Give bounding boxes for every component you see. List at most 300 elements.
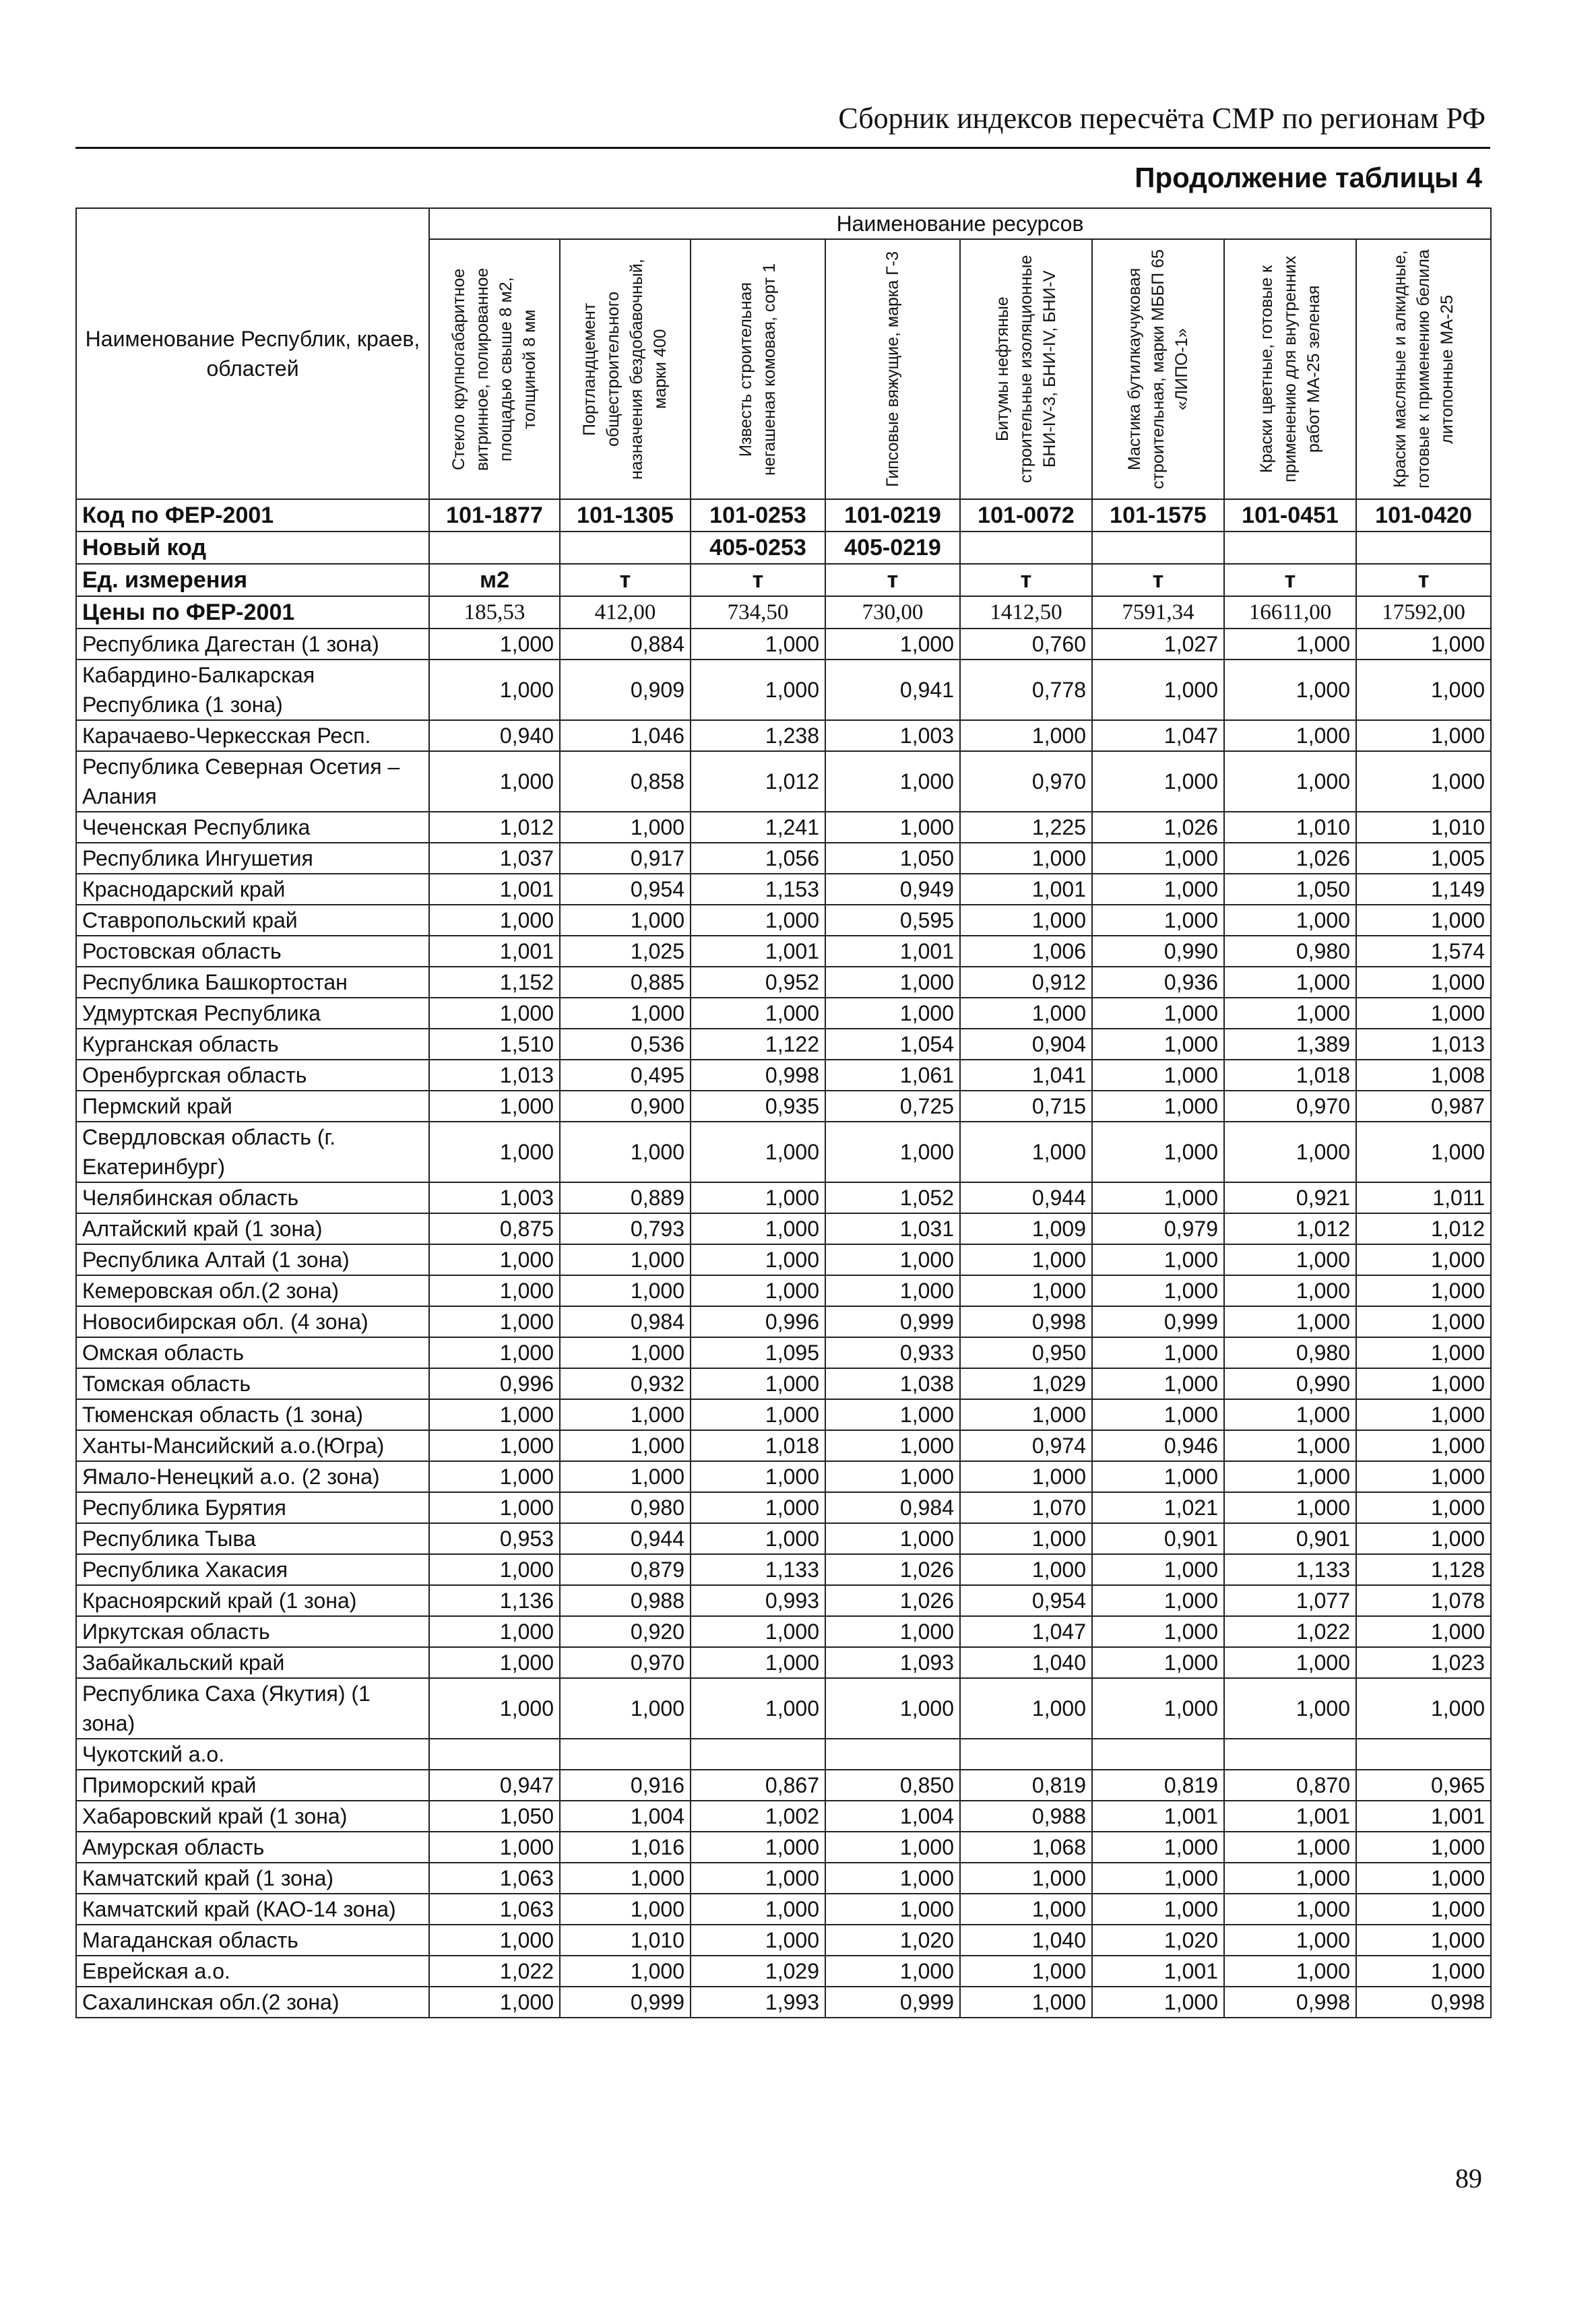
index-value: 0,778 bbox=[960, 660, 1092, 720]
index-value: 1,000 bbox=[1092, 1832, 1224, 1863]
index-value: 1,078 bbox=[1356, 1585, 1491, 1616]
index-value: 1,026 bbox=[825, 1585, 960, 1616]
index-value: 1,000 bbox=[1092, 1029, 1224, 1060]
index-value: 1,046 bbox=[560, 720, 691, 751]
index-value: 0,954 bbox=[960, 1585, 1092, 1616]
index-value: 1,000 bbox=[1092, 905, 1224, 936]
index-value: 1,000 bbox=[825, 967, 960, 998]
index-value: 1,000 bbox=[1356, 1678, 1491, 1739]
region-name: Томская область bbox=[76, 1368, 429, 1399]
index-value: 1,000 bbox=[1356, 905, 1491, 936]
fer-code-cell: 101-1575 bbox=[1092, 499, 1224, 532]
index-value: 0,993 bbox=[691, 1585, 825, 1616]
fer-code-row bbox=[76, 499, 1491, 532]
table-continuation-title: Продолжение таблицы 4 bbox=[1135, 162, 1482, 193]
table-row bbox=[76, 1585, 1491, 1616]
region-name: Республика Алтай (1 зона) bbox=[76, 1244, 429, 1275]
index-value: 1,000 bbox=[1356, 1832, 1491, 1863]
index-value: 1,000 bbox=[1224, 1492, 1356, 1523]
region-name: Республика Дагестан (1 зона) bbox=[76, 629, 429, 660]
index-value: 1,000 bbox=[429, 1678, 560, 1739]
column-header: Портландцемент общестроительного назначения бездобавочный, марки 400 bbox=[560, 239, 691, 499]
index-value: 1,056 bbox=[691, 843, 825, 874]
index-value: 1,000 bbox=[960, 843, 1092, 874]
table-row bbox=[76, 629, 1491, 660]
region-name: Амурская область bbox=[76, 1832, 429, 1863]
index-value bbox=[429, 1739, 560, 1770]
region-name: Краснодарский край bbox=[76, 874, 429, 905]
index-value: 1,000 bbox=[1092, 1182, 1224, 1213]
group-header-row bbox=[76, 208, 1491, 239]
index-value: 1,000 bbox=[960, 905, 1092, 936]
index-value: 1,000 bbox=[1092, 1554, 1224, 1585]
index-value: 1,000 bbox=[560, 1122, 691, 1182]
index-value: 0,970 bbox=[560, 1647, 691, 1678]
page-header-title: Сборник индексов пересчёта СМР по регионам РФ bbox=[838, 102, 1486, 135]
new-code-cell bbox=[560, 532, 691, 564]
index-value: 1,001 bbox=[429, 874, 560, 905]
index-value: 1,000 bbox=[1224, 1678, 1356, 1739]
index-value: 1,993 bbox=[691, 1987, 825, 2018]
index-value: 1,000 bbox=[1092, 1337, 1224, 1368]
index-value: 1,095 bbox=[691, 1337, 825, 1368]
index-value: 1,000 bbox=[691, 1616, 825, 1647]
index-value: 0,595 bbox=[825, 905, 960, 936]
index-value: 1,001 bbox=[1356, 1801, 1491, 1832]
table-row bbox=[76, 812, 1491, 843]
index-value: 1,000 bbox=[825, 1863, 960, 1894]
table-row bbox=[76, 1461, 1491, 1492]
index-value: 0,920 bbox=[560, 1616, 691, 1647]
index-value: 1,000 bbox=[1224, 1863, 1356, 1894]
region-name: Хабаровский край (1 зона) bbox=[76, 1801, 429, 1832]
index-value: 1,000 bbox=[429, 660, 560, 720]
region-column-header: Наименование Республик, краев, областей bbox=[76, 208, 429, 499]
index-value: 1,070 bbox=[960, 1492, 1092, 1523]
index-value: 1,063 bbox=[429, 1863, 560, 1894]
index-value: 0,901 bbox=[1224, 1523, 1356, 1554]
index-value: 0,984 bbox=[560, 1306, 691, 1337]
index-value: 1,000 bbox=[1224, 1647, 1356, 1678]
index-value: 1,133 bbox=[1224, 1554, 1356, 1585]
index-value: 1,047 bbox=[1092, 720, 1224, 751]
index-value: 0,917 bbox=[560, 843, 691, 874]
index-value: 1,054 bbox=[825, 1029, 960, 1060]
column-header: Краски масляные и алкидные, готовые к применению белила литопонные МА-25 bbox=[1356, 239, 1491, 499]
index-value: 0,944 bbox=[960, 1182, 1092, 1213]
column-header: Мастика бутилкаучуковая строительная, марки МББП 65 «ЛИПО-1» bbox=[1092, 239, 1224, 499]
index-value: 1,000 bbox=[1356, 720, 1491, 751]
index-value: 1,241 bbox=[691, 812, 825, 843]
index-value: 1,000 bbox=[825, 1523, 960, 1554]
index-value: 1,000 bbox=[825, 1894, 960, 1925]
index-value: 0,979 bbox=[1092, 1213, 1224, 1244]
index-value: 1,000 bbox=[560, 1863, 691, 1894]
fer-code-cell: 101-0253 bbox=[691, 499, 825, 532]
header-divider bbox=[75, 147, 1490, 149]
index-value: 0,965 bbox=[1356, 1770, 1491, 1801]
index-value: 1,002 bbox=[691, 1801, 825, 1832]
index-value: 1,047 bbox=[960, 1616, 1092, 1647]
index-value: 0,935 bbox=[691, 1091, 825, 1122]
index-value: 1,000 bbox=[1092, 1616, 1224, 1647]
index-value: 1,018 bbox=[1224, 1060, 1356, 1091]
index-value: 1,025 bbox=[560, 936, 691, 967]
index-value: 1,238 bbox=[691, 720, 825, 751]
column-header: Гипсовые вяжущие, марка Г-3 bbox=[825, 239, 960, 499]
index-value: 1,000 bbox=[1224, 1894, 1356, 1925]
table-row bbox=[76, 1678, 1491, 1739]
index-value: 1,574 bbox=[1356, 936, 1491, 967]
region-name: Ростовская область bbox=[76, 936, 429, 967]
index-value: 1,050 bbox=[1224, 874, 1356, 905]
table-row bbox=[76, 936, 1491, 967]
index-value: 1,000 bbox=[429, 1554, 560, 1585]
index-value: 1,012 bbox=[691, 751, 825, 812]
index-value: 1,000 bbox=[1092, 1894, 1224, 1925]
fer-code-cell: 101-1305 bbox=[560, 499, 691, 532]
price-cell: 734,50 bbox=[691, 596, 825, 629]
index-value: 0,990 bbox=[1092, 936, 1224, 967]
region-name: Ханты-Мансийский а.о.(Югра) bbox=[76, 1430, 429, 1461]
index-value: 1,000 bbox=[1092, 1585, 1224, 1616]
index-value: 0,715 bbox=[960, 1091, 1092, 1122]
index-value: 1,000 bbox=[825, 1956, 960, 1987]
index-value: 0,536 bbox=[560, 1029, 691, 1060]
region-name: Оренбургская область bbox=[76, 1060, 429, 1091]
index-value: 1,000 bbox=[1356, 1523, 1491, 1554]
index-value: 1,000 bbox=[691, 1492, 825, 1523]
index-value: 1,000 bbox=[691, 1863, 825, 1894]
index-value: 0,998 bbox=[1224, 1987, 1356, 2018]
index-value: 0,819 bbox=[960, 1770, 1092, 1801]
index-value: 1,012 bbox=[429, 812, 560, 843]
region-name: Удмуртская Республика bbox=[76, 998, 429, 1029]
region-name: Ставропольский край bbox=[76, 905, 429, 936]
index-value: 1,000 bbox=[560, 1399, 691, 1430]
index-value: 1,000 bbox=[429, 998, 560, 1029]
column-header: Стекло крупногабаритное витринное, полированное площадью свыше 8 м2, толщиной 8 мм bbox=[429, 239, 560, 499]
index-value: 0,980 bbox=[1224, 936, 1356, 967]
index-value: 1,000 bbox=[1356, 1399, 1491, 1430]
index-value: 1,000 bbox=[560, 1430, 691, 1461]
index-value: 1,000 bbox=[429, 1430, 560, 1461]
region-name: Кабардино-Балкарская Республика (1 зона) bbox=[76, 660, 429, 720]
table-row bbox=[76, 1956, 1491, 1987]
index-value: 1,000 bbox=[825, 1678, 960, 1739]
index-value: 1,029 bbox=[691, 1956, 825, 1987]
index-value: 1,010 bbox=[1356, 812, 1491, 843]
index-value: 1,000 bbox=[960, 1244, 1092, 1275]
price-cell: 7591,34 bbox=[1092, 596, 1224, 629]
index-value: 1,000 bbox=[825, 1461, 960, 1492]
index-value: 1,040 bbox=[960, 1925, 1092, 1956]
fer-code-cell: 101-1877 bbox=[429, 499, 560, 532]
index-value: 0,996 bbox=[691, 1306, 825, 1337]
index-value: 0,953 bbox=[429, 1523, 560, 1554]
index-value: 1,000 bbox=[691, 998, 825, 1029]
unit-cell: т bbox=[1224, 564, 1356, 596]
index-value: 1,000 bbox=[429, 1244, 560, 1275]
index-value: 1,027 bbox=[1092, 629, 1224, 660]
index-value: 1,012 bbox=[1224, 1213, 1356, 1244]
index-value: 1,000 bbox=[1092, 1244, 1224, 1275]
index-value: 0,988 bbox=[560, 1585, 691, 1616]
region-name: Магаданская область bbox=[76, 1925, 429, 1956]
index-value: 1,000 bbox=[691, 660, 825, 720]
table-row bbox=[76, 751, 1491, 812]
index-value: 1,000 bbox=[1224, 1925, 1356, 1956]
index-value: 1,012 bbox=[1356, 1213, 1491, 1244]
index-value: 1,000 bbox=[429, 1925, 560, 1956]
index-value: 1,018 bbox=[691, 1430, 825, 1461]
index-value: 1,000 bbox=[429, 1832, 560, 1863]
index-value: 1,149 bbox=[1356, 874, 1491, 905]
index-value: 1,026 bbox=[825, 1554, 960, 1585]
fer-code-cell: 101-0072 bbox=[960, 499, 1092, 532]
index-value: 1,001 bbox=[1092, 1801, 1224, 1832]
index-value: 0,946 bbox=[1092, 1430, 1224, 1461]
region-name: Иркутская область bbox=[76, 1616, 429, 1647]
index-value: 1,000 bbox=[560, 812, 691, 843]
index-value: 1,041 bbox=[960, 1060, 1092, 1091]
table-row bbox=[76, 1863, 1491, 1894]
index-value: 1,000 bbox=[825, 998, 960, 1029]
index-value: 1,000 bbox=[1092, 843, 1224, 874]
price-row bbox=[76, 596, 1491, 629]
index-value: 1,008 bbox=[1356, 1060, 1491, 1091]
index-value: 1,006 bbox=[960, 936, 1092, 967]
index-value: 0,916 bbox=[560, 1770, 691, 1801]
index-value: 0,850 bbox=[825, 1770, 960, 1801]
index-value: 1,000 bbox=[429, 1399, 560, 1430]
region-name: Новосибирская обл. (4 зона) bbox=[76, 1306, 429, 1337]
index-value: 1,000 bbox=[691, 629, 825, 660]
index-value: 1,153 bbox=[691, 874, 825, 905]
index-value: 1,000 bbox=[960, 1987, 1092, 2018]
index-value: 1,000 bbox=[1224, 1832, 1356, 1863]
index-value: 1,000 bbox=[960, 1399, 1092, 1430]
index-value: 1,000 bbox=[1224, 1244, 1356, 1275]
index-value: 1,009 bbox=[960, 1213, 1092, 1244]
table-row bbox=[76, 1523, 1491, 1554]
table-row bbox=[76, 1770, 1491, 1801]
table-row bbox=[76, 1801, 1491, 1832]
index-value: 1,000 bbox=[1356, 1616, 1491, 1647]
index-value: 0,947 bbox=[429, 1770, 560, 1801]
index-value: 0,950 bbox=[960, 1337, 1092, 1368]
index-value: 1,021 bbox=[1092, 1492, 1224, 1523]
index-value: 1,000 bbox=[960, 1894, 1092, 1925]
table-row bbox=[76, 1091, 1491, 1122]
index-value: 0,900 bbox=[560, 1091, 691, 1122]
index-value: 1,000 bbox=[560, 1244, 691, 1275]
index-value: 1,510 bbox=[429, 1029, 560, 1060]
index-value: 1,013 bbox=[429, 1060, 560, 1091]
index-value: 1,000 bbox=[691, 1275, 825, 1306]
fer-code-cell: 101-0420 bbox=[1356, 499, 1491, 532]
index-value: 1,000 bbox=[825, 1244, 960, 1275]
index-value: 1,000 bbox=[1224, 1430, 1356, 1461]
index-value: 1,000 bbox=[691, 1368, 825, 1399]
index-value: 1,000 bbox=[1092, 1091, 1224, 1122]
index-value: 0,987 bbox=[1356, 1091, 1491, 1122]
region-name: Алтайский край (1 зона) bbox=[76, 1213, 429, 1244]
index-value: 1,000 bbox=[1092, 874, 1224, 905]
index-value: 0,793 bbox=[560, 1213, 691, 1244]
region-name: Курганская область bbox=[76, 1029, 429, 1060]
index-value: 1,133 bbox=[691, 1554, 825, 1585]
unit-cell: т bbox=[1356, 564, 1491, 596]
index-value: 1,000 bbox=[560, 1337, 691, 1368]
index-value: 1,020 bbox=[1092, 1925, 1224, 1956]
index-value: 1,093 bbox=[825, 1647, 960, 1678]
index-value: 1,000 bbox=[825, 1399, 960, 1430]
price-cell: 730,00 bbox=[825, 596, 960, 629]
table-row bbox=[76, 1492, 1491, 1523]
index-value: 1,000 bbox=[1356, 1275, 1491, 1306]
region-name: Свердловская область (г. Екатеринбург) bbox=[76, 1122, 429, 1182]
price-cell: 1412,50 bbox=[960, 596, 1092, 629]
region-name: Республика Бурятия bbox=[76, 1492, 429, 1523]
index-value: 1,000 bbox=[691, 905, 825, 936]
index-value: 1,000 bbox=[691, 1461, 825, 1492]
index-value: 1,000 bbox=[1224, 998, 1356, 1029]
index-value: 1,000 bbox=[691, 1122, 825, 1182]
index-value: 1,022 bbox=[429, 1956, 560, 1987]
page-number: 89 bbox=[1455, 2163, 1482, 2193]
index-value: 1,000 bbox=[1224, 967, 1356, 998]
index-value bbox=[1092, 1739, 1224, 1770]
index-value bbox=[1224, 1739, 1356, 1770]
region-name: Забайкальский край bbox=[76, 1647, 429, 1678]
index-value: 1,000 bbox=[560, 1678, 691, 1739]
index-value: 0,725 bbox=[825, 1091, 960, 1122]
unit-cell: т bbox=[691, 564, 825, 596]
unit-label: Ед. измерения bbox=[76, 564, 429, 596]
index-value: 1,000 bbox=[1356, 1894, 1491, 1925]
index-value: 1,000 bbox=[1356, 998, 1491, 1029]
index-value: 1,000 bbox=[825, 1430, 960, 1461]
column-header: Известь строительная негашеная комовая, сорт 1 bbox=[691, 239, 825, 499]
table-row bbox=[76, 1029, 1491, 1060]
index-value: 1,004 bbox=[560, 1801, 691, 1832]
index-value: 1,013 bbox=[1356, 1029, 1491, 1060]
index-value: 1,038 bbox=[825, 1368, 960, 1399]
index-value: 1,005 bbox=[1356, 843, 1491, 874]
index-value: 1,000 bbox=[960, 1122, 1092, 1182]
index-value: 1,000 bbox=[691, 1399, 825, 1430]
index-value: 0,495 bbox=[560, 1060, 691, 1091]
table-row bbox=[76, 1616, 1491, 1647]
index-value: 1,001 bbox=[960, 874, 1092, 905]
index-value: 1,000 bbox=[560, 905, 691, 936]
index-value: 1,061 bbox=[825, 1060, 960, 1091]
price-label: Цены по ФЕР-2001 bbox=[76, 596, 429, 629]
new-code-cell bbox=[1092, 532, 1224, 564]
index-value: 1,000 bbox=[691, 1213, 825, 1244]
index-value: 1,000 bbox=[1356, 1956, 1491, 1987]
table-row bbox=[76, 1647, 1491, 1678]
region-name: Пермский край bbox=[76, 1091, 429, 1122]
index-value: 0,954 bbox=[560, 874, 691, 905]
index-value: 1,000 bbox=[960, 998, 1092, 1029]
index-value: 1,000 bbox=[691, 1894, 825, 1925]
new-code-row bbox=[76, 532, 1491, 564]
region-name: Республика Тыва bbox=[76, 1523, 429, 1554]
index-value: 0,980 bbox=[1224, 1337, 1356, 1368]
index-value: 1,001 bbox=[691, 936, 825, 967]
index-value: 1,000 bbox=[1092, 998, 1224, 1029]
index-value: 0,904 bbox=[960, 1029, 1092, 1060]
unit-cell: т bbox=[960, 564, 1092, 596]
index-value: 1,020 bbox=[825, 1925, 960, 1956]
index-value: 1,000 bbox=[429, 1122, 560, 1182]
index-value: 0,867 bbox=[691, 1770, 825, 1801]
price-cell: 185,53 bbox=[429, 596, 560, 629]
index-value: 0,941 bbox=[825, 660, 960, 720]
index-value: 1,000 bbox=[960, 1956, 1092, 1987]
index-value: 1,077 bbox=[1224, 1585, 1356, 1616]
index-value: 0,998 bbox=[691, 1060, 825, 1091]
region-name: Ямало-Ненецкий а.о. (2 зона) bbox=[76, 1461, 429, 1492]
index-value: 1,000 bbox=[1224, 720, 1356, 751]
table-row bbox=[76, 874, 1491, 905]
table-row bbox=[76, 1244, 1491, 1275]
index-value: 1,000 bbox=[1356, 1306, 1491, 1337]
index-value: 1,000 bbox=[429, 1647, 560, 1678]
region-name: Омская область bbox=[76, 1337, 429, 1368]
fer-code-cell: 101-0219 bbox=[825, 499, 960, 532]
index-value: 1,010 bbox=[560, 1925, 691, 1956]
index-value: 1,003 bbox=[429, 1182, 560, 1213]
index-value: 1,000 bbox=[1356, 1244, 1491, 1275]
region-name: Камчатский край (1 зона) bbox=[76, 1863, 429, 1894]
index-value: 1,000 bbox=[429, 1461, 560, 1492]
index-value: 1,000 bbox=[825, 1122, 960, 1182]
index-value: 0,970 bbox=[1224, 1091, 1356, 1122]
price-cell: 412,00 bbox=[560, 596, 691, 629]
index-value: 0,999 bbox=[1092, 1306, 1224, 1337]
index-value: 1,000 bbox=[1224, 660, 1356, 720]
region-name: Республика Башкортостан bbox=[76, 967, 429, 998]
index-value: 1,040 bbox=[960, 1647, 1092, 1678]
index-value: 0,879 bbox=[560, 1554, 691, 1585]
table-row bbox=[76, 1894, 1491, 1925]
index-value: 1,000 bbox=[1224, 1122, 1356, 1182]
index-value: 1,000 bbox=[1224, 1275, 1356, 1306]
index-value: 1,000 bbox=[1356, 967, 1491, 998]
index-value bbox=[960, 1739, 1092, 1770]
index-value: 1,052 bbox=[825, 1182, 960, 1213]
region-name: Кемеровская обл.(2 зона) bbox=[76, 1275, 429, 1306]
index-value: 1,050 bbox=[825, 843, 960, 874]
index-value: 0,901 bbox=[1092, 1523, 1224, 1554]
index-value: 1,037 bbox=[429, 843, 560, 874]
table-row bbox=[76, 1739, 1491, 1770]
index-value: 0,819 bbox=[1092, 1770, 1224, 1801]
table-row bbox=[76, 1832, 1491, 1863]
index-value: 1,001 bbox=[1092, 1956, 1224, 1987]
table-row bbox=[76, 1430, 1491, 1461]
index-value: 1,031 bbox=[825, 1213, 960, 1244]
index-value: 1,000 bbox=[691, 1523, 825, 1554]
index-value: 1,000 bbox=[429, 751, 560, 812]
index-value: 1,000 bbox=[1356, 1925, 1491, 1956]
index-value: 1,000 bbox=[1092, 1368, 1224, 1399]
index-value: 1,001 bbox=[429, 936, 560, 967]
index-value: 1,000 bbox=[1224, 1399, 1356, 1430]
